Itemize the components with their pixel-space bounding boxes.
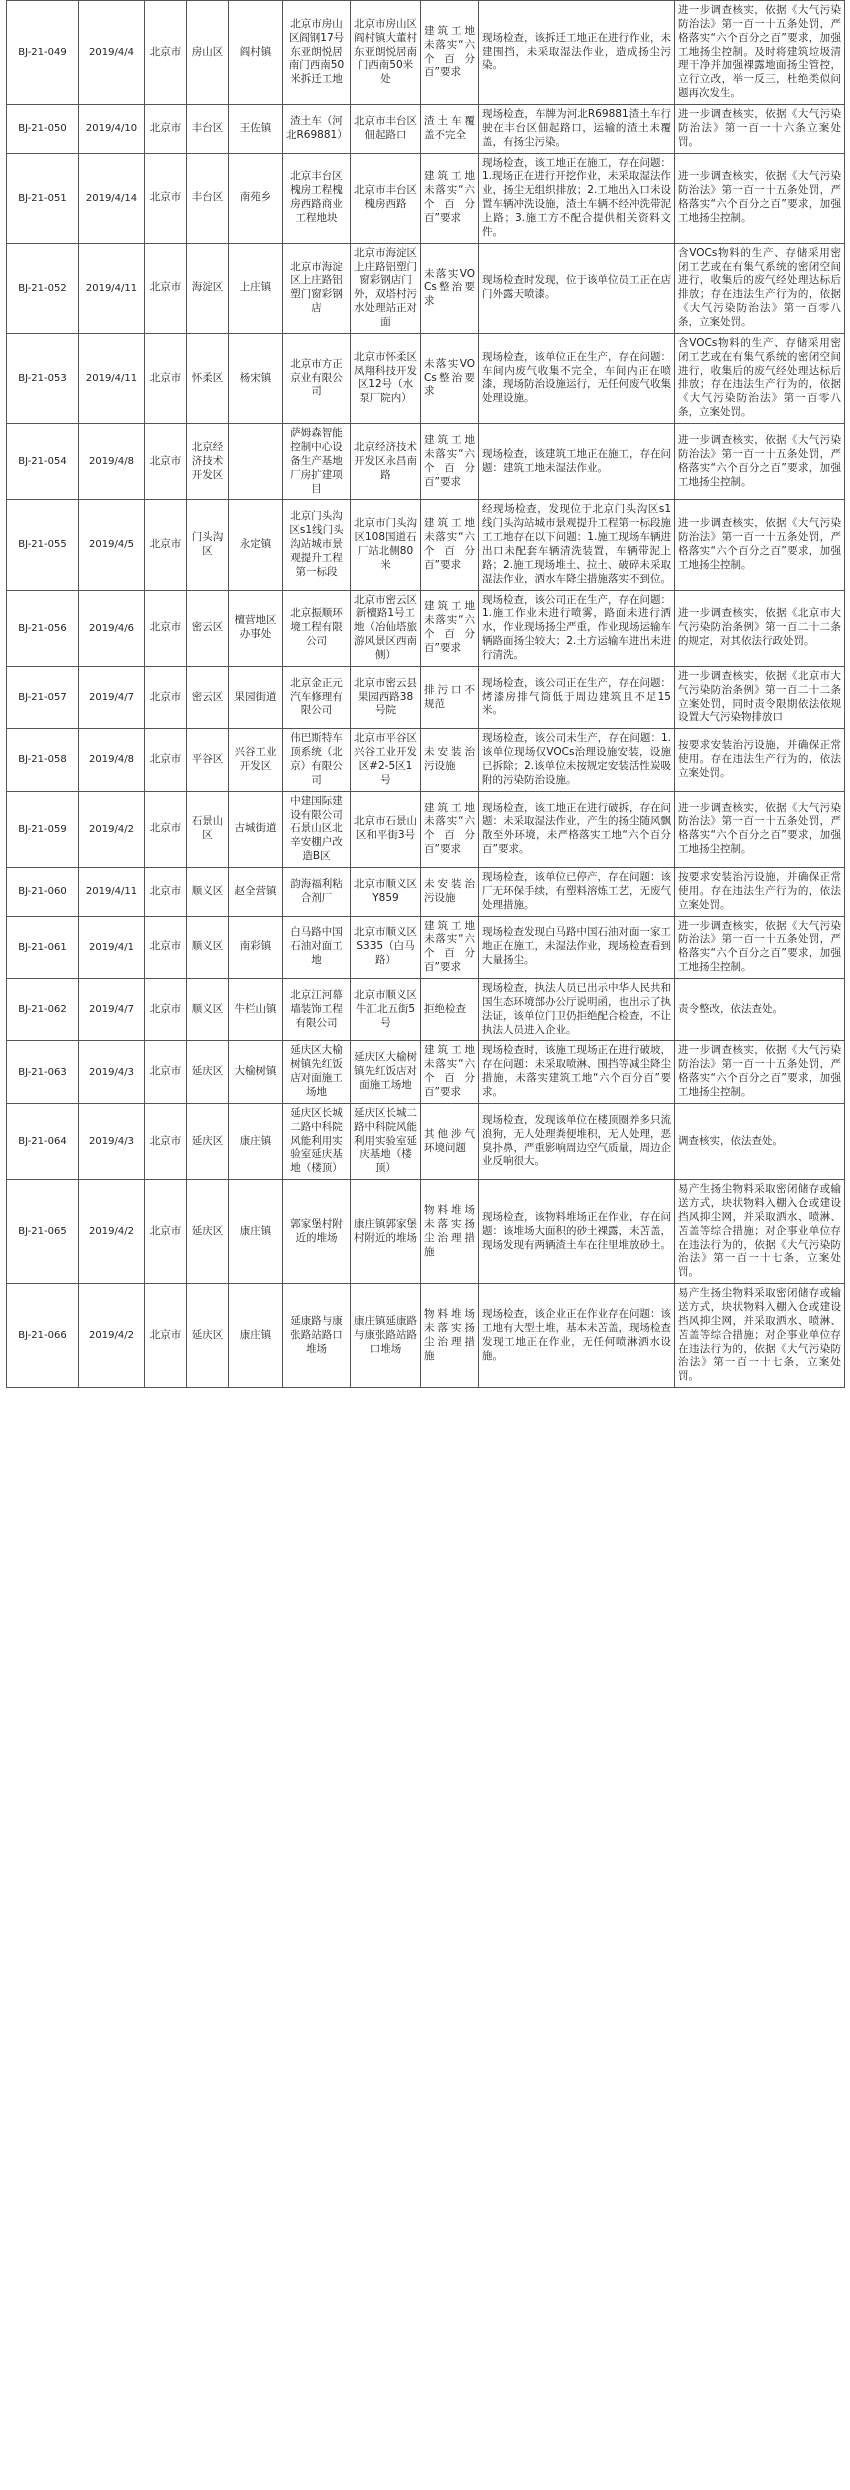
problem-type-cell: 物料堆场未落实扬尘治理措施 bbox=[421, 1284, 479, 1388]
address-cell: 康庄镇延康路与康张路站路口堆场 bbox=[351, 1284, 421, 1388]
table-row bbox=[7, 666, 845, 728]
district-cell: 延庆区 bbox=[187, 1180, 229, 1284]
finding-cell: 现场检查，该工地正在施工，存在问题：1.现场正在进行开挖作业，未采取湿法作业，扬尘无组织排放；2.工地出入口未设置车辆冲洗设施，渣土车辆不经冲洗带泥上路；3.施工方不配合提供相关资料文件。 bbox=[479, 153, 675, 243]
town-cell: 康庄镇 bbox=[229, 1284, 283, 1388]
case-id-cell: BJ-21-060 bbox=[7, 867, 79, 916]
town-cell: 南苑乡 bbox=[229, 153, 283, 243]
address-cell: 北京市丰台区槐房西路 bbox=[351, 153, 421, 243]
case-id-cell: BJ-21-062 bbox=[7, 979, 79, 1041]
city-cell: 北京市 bbox=[145, 1103, 187, 1179]
address-cell: 北京市密云区新檀路1号工地（冶仙塔旅游风景区西南侧） bbox=[351, 590, 421, 666]
finding-cell: 现场检查时发现，位于该单位员工正在店门外露天喷漆。 bbox=[479, 243, 675, 333]
unit-name-cell: 北京丰台区槐房工程槐房西路商业工程地块 bbox=[283, 153, 351, 243]
table-row bbox=[7, 105, 845, 154]
table-row bbox=[7, 729, 845, 791]
table-row bbox=[7, 1041, 845, 1103]
district-cell: 顺义区 bbox=[187, 916, 229, 978]
city-cell: 北京市 bbox=[145, 590, 187, 666]
address-cell: 北京市海淀区上庄路铝塑门窗彩钢店门外，双塔村污水处理站正对面 bbox=[351, 243, 421, 333]
case-id-cell: BJ-21-065 bbox=[7, 1180, 79, 1284]
table-row bbox=[7, 791, 845, 867]
case-id-cell: BJ-21-054 bbox=[7, 424, 79, 500]
city-cell: 北京市 bbox=[145, 333, 187, 423]
address-cell: 北京市平谷区兴谷工业开发区#2-5区1号 bbox=[351, 729, 421, 791]
address-cell: 北京市顺义区S335（白马路） bbox=[351, 916, 421, 978]
unit-name-cell: 伟巴斯特车顶系统（北京）有限公司 bbox=[283, 729, 351, 791]
unit-name-cell: 渣土车（河北R69881） bbox=[283, 105, 351, 154]
date-cell: 2019/4/10 bbox=[79, 105, 145, 154]
handling-result-cell: 调查核实，依法查处。 bbox=[675, 1103, 845, 1179]
unit-name-cell: 白马路中国石油对面工地 bbox=[283, 916, 351, 978]
town-cell: 永定镇 bbox=[229, 500, 283, 590]
inspection-problem-table bbox=[6, 0, 845, 1388]
date-cell: 2019/4/14 bbox=[79, 153, 145, 243]
unit-name-cell: 北京市海淀区上庄路铝塑门窗彩钢店 bbox=[283, 243, 351, 333]
town-cell: 檀营地区办事处 bbox=[229, 590, 283, 666]
district-cell: 房山区 bbox=[187, 1, 229, 105]
unit-name-cell: 北京江河幕墙装饰工程有限公司 bbox=[283, 979, 351, 1041]
finding-cell: 现场检查，执法人员已出示中华人民共和国生态环境部办公厅说明函，也出示了执法证，该单位门卫仍拒绝配合检查，不让执法人员进入企业。 bbox=[479, 979, 675, 1041]
problem-type-cell: 建筑工地未落实“六个百分百”要求 bbox=[421, 1041, 479, 1103]
city-cell: 北京市 bbox=[145, 1180, 187, 1284]
case-id-cell: BJ-21-059 bbox=[7, 791, 79, 867]
date-cell: 2019/4/8 bbox=[79, 729, 145, 791]
date-cell: 2019/4/6 bbox=[79, 590, 145, 666]
city-cell: 北京市 bbox=[145, 729, 187, 791]
problem-type-cell: 建筑工地未落实“六个百分百”要求 bbox=[421, 1, 479, 105]
case-id-cell: BJ-21-058 bbox=[7, 729, 79, 791]
address-cell: 北京市石景山区和平街3号 bbox=[351, 791, 421, 867]
unit-name-cell: 北京市方正京业有限公司 bbox=[283, 333, 351, 423]
date-cell: 2019/4/11 bbox=[79, 243, 145, 333]
unit-name-cell: 延庆区大榆树镇先红饭店对面施工场地 bbox=[283, 1041, 351, 1103]
district-cell: 北京经济技术开发区 bbox=[187, 424, 229, 500]
finding-cell: 现场检查，该工地正在进行破拆，存在问题：未采取湿法作业，产生的扬尘随风飘散至外环境，未严格落实工地“六个百分百”要求。 bbox=[479, 791, 675, 867]
address-cell: 北京市怀柔区凤翔科技开发区12号（水泵厂院内） bbox=[351, 333, 421, 423]
problem-type-cell: 建筑工地未落实“六个百分百”要求 bbox=[421, 916, 479, 978]
district-cell: 延庆区 bbox=[187, 1041, 229, 1103]
problem-type-cell: 排污口不规范 bbox=[421, 666, 479, 728]
table-row bbox=[7, 590, 845, 666]
town-cell: 康庄镇 bbox=[229, 1103, 283, 1179]
date-cell: 2019/4/3 bbox=[79, 1041, 145, 1103]
city-cell: 北京市 bbox=[145, 105, 187, 154]
district-cell: 顺义区 bbox=[187, 979, 229, 1041]
town-cell: 大榆树镇 bbox=[229, 1041, 283, 1103]
city-cell: 北京市 bbox=[145, 1041, 187, 1103]
finding-cell: 现场检查，该公司正在生产，存在问题：烤漆房排气筒低于周边建筑且不足15米。 bbox=[479, 666, 675, 728]
handling-result-cell: 进一步调查核实，依据《大气污染防治法》第一百一十五条处罚，严格落实“六个百分之百”要求，加强工地扬尘控制。 bbox=[675, 1041, 845, 1103]
finding-cell: 现场检查，车牌为河北R69881渣土车行驶在丰台区佃起路口，运输的渣土未覆盖，有扬尘污染。 bbox=[479, 105, 675, 154]
address-cell: 延庆区大榆树镇先红饭店对面施工场地 bbox=[351, 1041, 421, 1103]
problem-type-cell: 建筑工地未落实“六个百分百”要求 bbox=[421, 153, 479, 243]
case-id-cell: BJ-21-049 bbox=[7, 1, 79, 105]
district-cell: 怀柔区 bbox=[187, 333, 229, 423]
case-id-cell: BJ-21-064 bbox=[7, 1103, 79, 1179]
handling-result-cell: 进一步调查核实，依据《北京市大气污染防治条例》第一百二十二条的规定，对其依法行政处罚。 bbox=[675, 590, 845, 666]
town-cell: 王佐镇 bbox=[229, 105, 283, 154]
handling-result-cell: 进一步调查核实，依据《北京市大气污染防治条例》第一百二十二条立案处罚，同时责令限期依法依规设置大气污染物排放口 bbox=[675, 666, 845, 728]
problem-type-cell: 建筑工地未落实“六个百分百”要求 bbox=[421, 500, 479, 590]
finding-cell: 现场检查，该单位已停产，存在问题：该厂无环保手续，有塑料溶炼工艺，无废气处理措施。 bbox=[479, 867, 675, 916]
city-cell: 北京市 bbox=[145, 1, 187, 105]
district-cell: 延庆区 bbox=[187, 1103, 229, 1179]
city-cell: 北京市 bbox=[145, 979, 187, 1041]
table-row bbox=[7, 1103, 845, 1179]
district-cell: 平谷区 bbox=[187, 729, 229, 791]
town-cell: 果园街道 bbox=[229, 666, 283, 728]
city-cell: 北京市 bbox=[145, 424, 187, 500]
finding-cell: 现场检查发现白马路中国石油对面一家工地正在施工，未湿法作业，现场检查看到大量扬尘。 bbox=[479, 916, 675, 978]
table-row bbox=[7, 867, 845, 916]
problem-type-cell: 未安装治污设施 bbox=[421, 729, 479, 791]
unit-name-cell: 延康路与康张路站路口堆场 bbox=[283, 1284, 351, 1388]
district-cell: 门头沟区 bbox=[187, 500, 229, 590]
case-id-cell: BJ-21-063 bbox=[7, 1041, 79, 1103]
unit-name-cell: 萨姆森智能控制中心设备生产基地厂房扩建项目 bbox=[283, 424, 351, 500]
handling-result-cell: 进一步调查核实，依据《大气污染防治法》第一百一十五条处罚，严格落实“六个百分之百”要求，加强工地扬尘控制。及时将建筑垃圾清理干净并加强裸露地面扬尘管控，立行立改，举一反三，杜绝类似问题再次发生。 bbox=[675, 1, 845, 105]
case-id-cell: BJ-21-061 bbox=[7, 916, 79, 978]
problem-type-cell: 建筑工地未落实“六个百分百”要求 bbox=[421, 424, 479, 500]
unit-name-cell: 北京振顺环境工程有限公司 bbox=[283, 590, 351, 666]
case-id-cell: BJ-21-057 bbox=[7, 666, 79, 728]
problem-type-cell: 未落实VOCs整治要求 bbox=[421, 333, 479, 423]
case-id-cell: BJ-21-056 bbox=[7, 590, 79, 666]
city-cell: 北京市 bbox=[145, 243, 187, 333]
handling-result-cell: 易产生扬尘物料采取密闭储存或输送方式，块状物料入棚入仓或建设挡风抑尘网，并采取洒水、喷淋、苫盖等综合措施；对企事业单位存在违法行为的，依据《大气污染防治法》第一百一十七条，立案处罚。 bbox=[675, 1284, 845, 1388]
date-cell: 2019/4/7 bbox=[79, 666, 145, 728]
city-cell: 北京市 bbox=[145, 666, 187, 728]
table-row bbox=[7, 153, 845, 243]
town-cell: 兴谷工业开发区 bbox=[229, 729, 283, 791]
table-row bbox=[7, 1284, 845, 1388]
case-id-cell: BJ-21-050 bbox=[7, 105, 79, 154]
finding-cell: 现场检查时，该施工现场正在进行破坡，存在问题：未采取喷淋、围挡等减尘降尘措施，未落实建筑工地“六个百分百”要求。 bbox=[479, 1041, 675, 1103]
problem-type-cell: 其他涉气环境问题 bbox=[421, 1103, 479, 1179]
table-row bbox=[7, 1, 845, 105]
finding-cell: 现场检查，该公司正在生产，存在问题：1.施工作业未进行喷雾，路面未进行洒水，作业现场扬尘严重，作业现场运输车辆路面扬尘较大；2.土方运输车进出未进行清洗。 bbox=[479, 590, 675, 666]
district-cell: 延庆区 bbox=[187, 1284, 229, 1388]
address-cell: 北京市丰台区佃起路口 bbox=[351, 105, 421, 154]
handling-result-cell: 进一步调查核实，依据《大气污染防治法》第一百一十五条处罚，严格落实“六个百分之百”要求，加强工地扬尘控制。 bbox=[675, 500, 845, 590]
date-cell: 2019/4/4 bbox=[79, 1, 145, 105]
date-cell: 2019/4/2 bbox=[79, 1284, 145, 1388]
handling-result-cell: 含VOCs物料的生产、存储采用密闭工艺或在有集气系统的密闭空间进行，收集后的废气经处理达标后排放；存在违法生产行为的，依据《大气污染防治法》第一百零八条，立案处罚。 bbox=[675, 333, 845, 423]
table-row bbox=[7, 1180, 845, 1284]
case-id-cell: BJ-21-051 bbox=[7, 153, 79, 243]
date-cell: 2019/4/1 bbox=[79, 916, 145, 978]
date-cell: 2019/4/2 bbox=[79, 1180, 145, 1284]
finding-cell: 经现场检查，发现位于北京门头沟区s1线门头沟站城市景观提升工程第一标段施工工地存在以下问题：1.施工现场车辆进出口未配套车辆清洗装置，车辆带泥上路；2.施工现场堆土、拉土、破碎未采取湿法作业，洒水车降尘措施落实不到位。 bbox=[479, 500, 675, 590]
handling-result-cell: 进一步调查核实，依据《大气污染防治法》第一百一十五条处罚，严格落实“六个百分之百”要求，加强工地扬尘控制。 bbox=[675, 153, 845, 243]
handling-result-cell: 按要求安装治污设施，并确保正常使用。存在违法生产行为的，依法立案处罚。 bbox=[675, 729, 845, 791]
case-id-cell: BJ-21-055 bbox=[7, 500, 79, 590]
town-cell: 南彩镇 bbox=[229, 916, 283, 978]
unit-name-cell: 韵海福利粘合剂厂 bbox=[283, 867, 351, 916]
unit-name-cell: 北京金正元汽车修理有限公司 bbox=[283, 666, 351, 728]
unit-name-cell: 北京市房山区阎钢17号东亚朗悦居南门西南50米拆迁工地 bbox=[283, 1, 351, 105]
town-cell: 赵全营镇 bbox=[229, 867, 283, 916]
handling-result-cell: 进一步调查核实，依据《大气污染防治法》第一百一十五条处罚，严格落实“六个百分之百”要求，加强工地扬尘控制。 bbox=[675, 916, 845, 978]
table-row bbox=[7, 333, 845, 423]
address-cell: 北京经济技术开发区永昌南路 bbox=[351, 424, 421, 500]
date-cell: 2019/4/11 bbox=[79, 867, 145, 916]
finding-cell: 现场检查，该企业正在作业存在问题：该工地有大型土堆，基本未苫盖，现场检查发现工地正在作业，无任何喷淋洒水设施。 bbox=[479, 1284, 675, 1388]
finding-cell: 现场检查，该物料堆场正在作业，存在问题：该堆场大面积的砂土裸露，未苫盖，现场发现有两辆渣土车在往里堆放砂土。 bbox=[479, 1180, 675, 1284]
case-id-cell: BJ-21-066 bbox=[7, 1284, 79, 1388]
handling-result-cell: 按要求安装治污设施，并确保正常使用。存在违法生产行为的，依法立案处罚。 bbox=[675, 867, 845, 916]
handling-result-cell: 含VOCs物料的生产、存储采用密闭工艺或在有集气系统的密闭空间进行，收集后的废气经处理达标后排放；存在违法生产行为的，依据《大气污染防治法》第一百零八条，立案处罚。 bbox=[675, 243, 845, 333]
town-cell: 上庄镇 bbox=[229, 243, 283, 333]
table-row bbox=[7, 500, 845, 590]
address-cell: 延庆区长城二路中科院风能利用实验室延庆基地（楼顶） bbox=[351, 1103, 421, 1179]
date-cell: 2019/4/8 bbox=[79, 424, 145, 500]
district-cell: 顺义区 bbox=[187, 867, 229, 916]
problem-type-cell: 未落实VOCs整治要求 bbox=[421, 243, 479, 333]
district-cell: 海淀区 bbox=[187, 243, 229, 333]
problem-type-cell: 建筑工地未落实“六个百分百”要求 bbox=[421, 791, 479, 867]
problem-type-cell: 物料堆场未落实扬尘治理措施 bbox=[421, 1180, 479, 1284]
address-cell: 北京市密云县果园西路38号院 bbox=[351, 666, 421, 728]
city-cell: 北京市 bbox=[145, 867, 187, 916]
finding-cell: 现场检查，该拆迁工地正在进行作业，未建围挡，未采取湿法作业，造成扬尘污染。 bbox=[479, 1, 675, 105]
problem-type-cell: 建筑工地未落实“六个百分百”要求 bbox=[421, 590, 479, 666]
finding-cell: 现场检查，该公司未生产，存在问题：1.该单位现场仅VOCs治理设施安装，设施已拆除；2.该单位未按规定安装活性炭吸附的污染防治设施。 bbox=[479, 729, 675, 791]
town-cell bbox=[229, 424, 283, 500]
table-row bbox=[7, 979, 845, 1041]
unit-name-cell: 北京门头沟区s1线门头沟站城市景观提升工程第一标段 bbox=[283, 500, 351, 590]
city-cell: 北京市 bbox=[145, 153, 187, 243]
address-cell: 北京市房山区阎村镇大董村东亚朗悦居南门西南50米处 bbox=[351, 1, 421, 105]
problem-type-cell: 渣土车覆盖不完全 bbox=[421, 105, 479, 154]
case-id-cell: BJ-21-052 bbox=[7, 243, 79, 333]
problem-type-cell: 未安装治污设施 bbox=[421, 867, 479, 916]
handling-result-cell: 责令整改，依法查处。 bbox=[675, 979, 845, 1041]
table-row bbox=[7, 424, 845, 500]
handling-result-cell: 易产生扬尘物料采取密闭储存或输送方式，块状物料入棚入仓或建设挡风抑尘网，并采取洒水、喷淋、苫盖等综合措施；对企事业单位存在违法行为的，依据《大气污染防治法》第一百一十七条，立案处罚。 bbox=[675, 1180, 845, 1284]
date-cell: 2019/4/3 bbox=[79, 1103, 145, 1179]
town-cell: 古城街道 bbox=[229, 791, 283, 867]
date-cell: 2019/4/11 bbox=[79, 333, 145, 423]
problem-type-cell: 拒绝检查 bbox=[421, 979, 479, 1041]
finding-cell: 现场检查，发现该单位在楼顶圈养多只流浪狗，无人处理粪便堆积，无人处理，恶臭扑鼻，严重影响周边空气质量，周边企业反响很大。 bbox=[479, 1103, 675, 1179]
date-cell: 2019/4/7 bbox=[79, 979, 145, 1041]
address-cell: 康庄镇郭家堡村附近的堆场 bbox=[351, 1180, 421, 1284]
table-row bbox=[7, 243, 845, 333]
address-cell: 北京市顺义区Y859 bbox=[351, 867, 421, 916]
handling-result-cell: 进一步调查核实，依据《大气污染防治法》第一百一十六条立案处罚。 bbox=[675, 105, 845, 154]
address-cell: 北京市门头沟区108国道石厂站北侧80米 bbox=[351, 500, 421, 590]
finding-cell: 现场检查，该建筑工地正在施工，存在问题：建筑工地未湿法作业。 bbox=[479, 424, 675, 500]
unit-name-cell: 中建国际建设有限公司石景山区北辛安棚户改造B区 bbox=[283, 791, 351, 867]
handling-result-cell: 进一步调查核实，依据《大气污染防治法》第一百一十五条处罚，严格落实“六个百分之百”要求，加强工地扬尘控制。 bbox=[675, 424, 845, 500]
town-cell: 杨宋镇 bbox=[229, 333, 283, 423]
district-cell: 密云区 bbox=[187, 666, 229, 728]
handling-result-cell: 进一步调查核实，依据《大气污染防治法》第一百一十五条处罚，严格落实“六个百分之百”要求，加强工地扬尘控制。 bbox=[675, 791, 845, 867]
unit-name-cell: 延庆区长城二路中科院风能利用实验室延庆基地（楼顶） bbox=[283, 1103, 351, 1179]
district-cell: 丰台区 bbox=[187, 153, 229, 243]
district-cell: 石景山区 bbox=[187, 791, 229, 867]
finding-cell: 现场检查，该单位正在生产，存在问题：车间内废气收集不完全，车间内正在喷漆，现场防治设施运行，无任何废气收集处理设施。 bbox=[479, 333, 675, 423]
district-cell: 丰台区 bbox=[187, 105, 229, 154]
case-id-cell: BJ-21-053 bbox=[7, 333, 79, 423]
town-cell: 康庄镇 bbox=[229, 1180, 283, 1284]
city-cell: 北京市 bbox=[145, 791, 187, 867]
town-cell: 阎村镇 bbox=[229, 1, 283, 105]
unit-name-cell: 郭家堡村附近的堆场 bbox=[283, 1180, 351, 1284]
table-row bbox=[7, 916, 845, 978]
city-cell: 北京市 bbox=[145, 1284, 187, 1388]
city-cell: 北京市 bbox=[145, 500, 187, 590]
city-cell: 北京市 bbox=[145, 916, 187, 978]
district-cell: 密云区 bbox=[187, 590, 229, 666]
address-cell: 北京市顺义区牛汇北五街5号 bbox=[351, 979, 421, 1041]
date-cell: 2019/4/5 bbox=[79, 500, 145, 590]
date-cell: 2019/4/2 bbox=[79, 791, 145, 867]
town-cell: 牛栏山镇 bbox=[229, 979, 283, 1041]
